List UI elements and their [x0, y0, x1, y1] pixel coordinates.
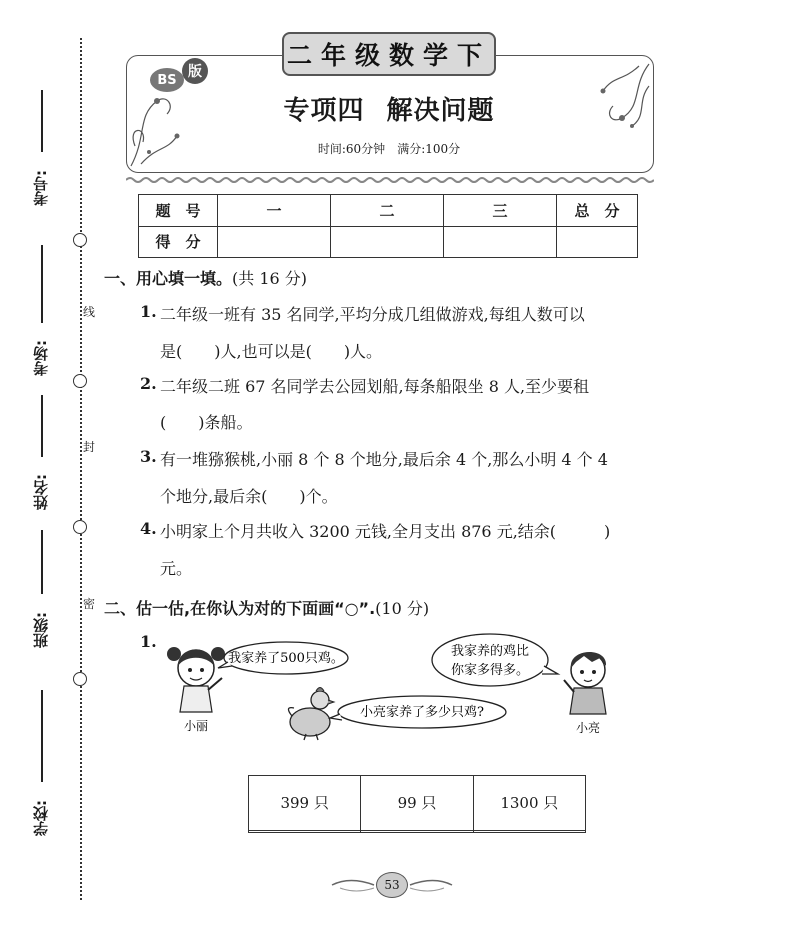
section-1-heading: 一、用心填一填。: [104, 269, 233, 288]
answer-cell-99[interactable]: [361, 830, 473, 832]
answer-cell-399[interactable]: [249, 830, 361, 832]
grade-banner: 二年级数学下: [282, 32, 496, 76]
seal-char-mi: 密: [82, 597, 95, 611]
option-1300: 1300 只: [473, 776, 585, 831]
class-line: [41, 530, 43, 594]
section-2-title: [104, 596, 429, 619]
chicken-icon: [288, 688, 334, 741]
school-line: [41, 690, 43, 782]
bubble-left-text: 我家养了500只鸡。: [228, 651, 344, 666]
name-xiaoliang: 小亮: [575, 721, 601, 735]
question-4-line-1: 小明家上个月共收入 3200 元钱,全月支出 876 元,结余( ): [160, 522, 611, 541]
score-cell-3[interactable]: [444, 226, 557, 258]
question-1-line-2: 是( )人,也可以是( )人。: [160, 342, 383, 361]
question-4-number: 4.: [140, 519, 157, 538]
bubble-right-text-1: 我家养的鸡比: [450, 644, 530, 659]
section-2-question-1-number: 1.: [140, 632, 157, 651]
girl-icon: [167, 647, 225, 712]
section-1-points: (共 16 分): [232, 269, 308, 288]
seal-char-xian: 线: [82, 305, 95, 319]
time-limit: 时间:60分钟: [317, 142, 386, 156]
name-label: 姓名:: [32, 474, 50, 510]
question-3-line-1: 有一堆猕猴桃,小丽 8 个 8 个地分,最后余 4 个,那么小明 4 个 4: [160, 450, 608, 469]
binding-hole-4: [73, 672, 87, 686]
boy-icon: [564, 652, 606, 714]
bubble-center-text: 小亮家养了多少只鸡?: [360, 705, 484, 720]
exam-room-line: [41, 245, 43, 323]
class-label: 班级:: [32, 612, 50, 648]
question-1-number: 1.: [140, 302, 157, 321]
score-header-2: 二: [331, 195, 444, 227]
name-line: [41, 395, 43, 457]
question-2-number: 2.: [140, 374, 157, 393]
score-header-total: 总 分: [557, 195, 638, 227]
binding-hole-2: [73, 374, 87, 388]
speech-bubble-right: [432, 634, 558, 686]
page-number: 53: [376, 872, 408, 898]
score-row-label: 得 分: [139, 226, 218, 258]
question-3-line-2: 个地分,最后余( )个。: [160, 487, 338, 506]
estimate-options-table: [248, 775, 586, 833]
exam-number-label: 考号:: [32, 170, 50, 206]
title-left: 专项四: [283, 96, 365, 126]
bubble-right-text-2: 你家多得多。: [450, 663, 530, 678]
binding-dotted-line: [80, 38, 82, 900]
title-right: 解决问题: [386, 96, 495, 126]
page-title: [126, 90, 652, 127]
binding-hole-3: [73, 520, 87, 534]
score-cell-1[interactable]: [218, 226, 331, 258]
time-score-line: [126, 140, 652, 157]
chicken-illustration: [160, 630, 630, 742]
seal-char-feng: 封: [82, 440, 95, 454]
exam-number-line: [41, 90, 43, 152]
score-header-label: 题 号: [139, 195, 218, 227]
binding-hole-1: [73, 233, 87, 247]
question-1-line-1: 二年级一班有 35 名同学,平均分成几组做游戏,每组人数可以: [160, 305, 585, 324]
section-2-points: (10 分): [375, 599, 430, 618]
question-4-line-2: 元。: [160, 559, 193, 578]
answer-cell-1300[interactable]: [473, 830, 585, 832]
edition-badge: BS: [150, 68, 184, 92]
name-xiaoli: 小丽: [183, 719, 209, 733]
score-cell-2[interactable]: [331, 226, 444, 258]
wavy-divider: [126, 176, 654, 184]
score-header-1: 一: [218, 195, 331, 227]
school-label: 学校:: [32, 800, 50, 836]
full-score: 满分:100分: [397, 142, 461, 156]
option-399: 399 只: [249, 776, 361, 831]
score-table: [138, 194, 638, 258]
option-99: 99 只: [361, 776, 473, 831]
edition-badge-ban: 版: [182, 58, 208, 84]
score-header-3: 三: [444, 195, 557, 227]
score-cell-total[interactable]: [557, 226, 638, 258]
section-2-heading: 二、估一估,在你认为对的下面画“○”.: [104, 599, 376, 618]
question-2-line-1: 二年级二班 67 名同学去公园划船,每条船限坐 8 人,至少要租: [160, 377, 590, 396]
question-2-line-2: ( )条船。: [160, 413, 253, 432]
exam-room-label: 考场:: [32, 340, 50, 376]
question-3-number: 3.: [140, 447, 157, 466]
section-1-title: [104, 266, 307, 289]
